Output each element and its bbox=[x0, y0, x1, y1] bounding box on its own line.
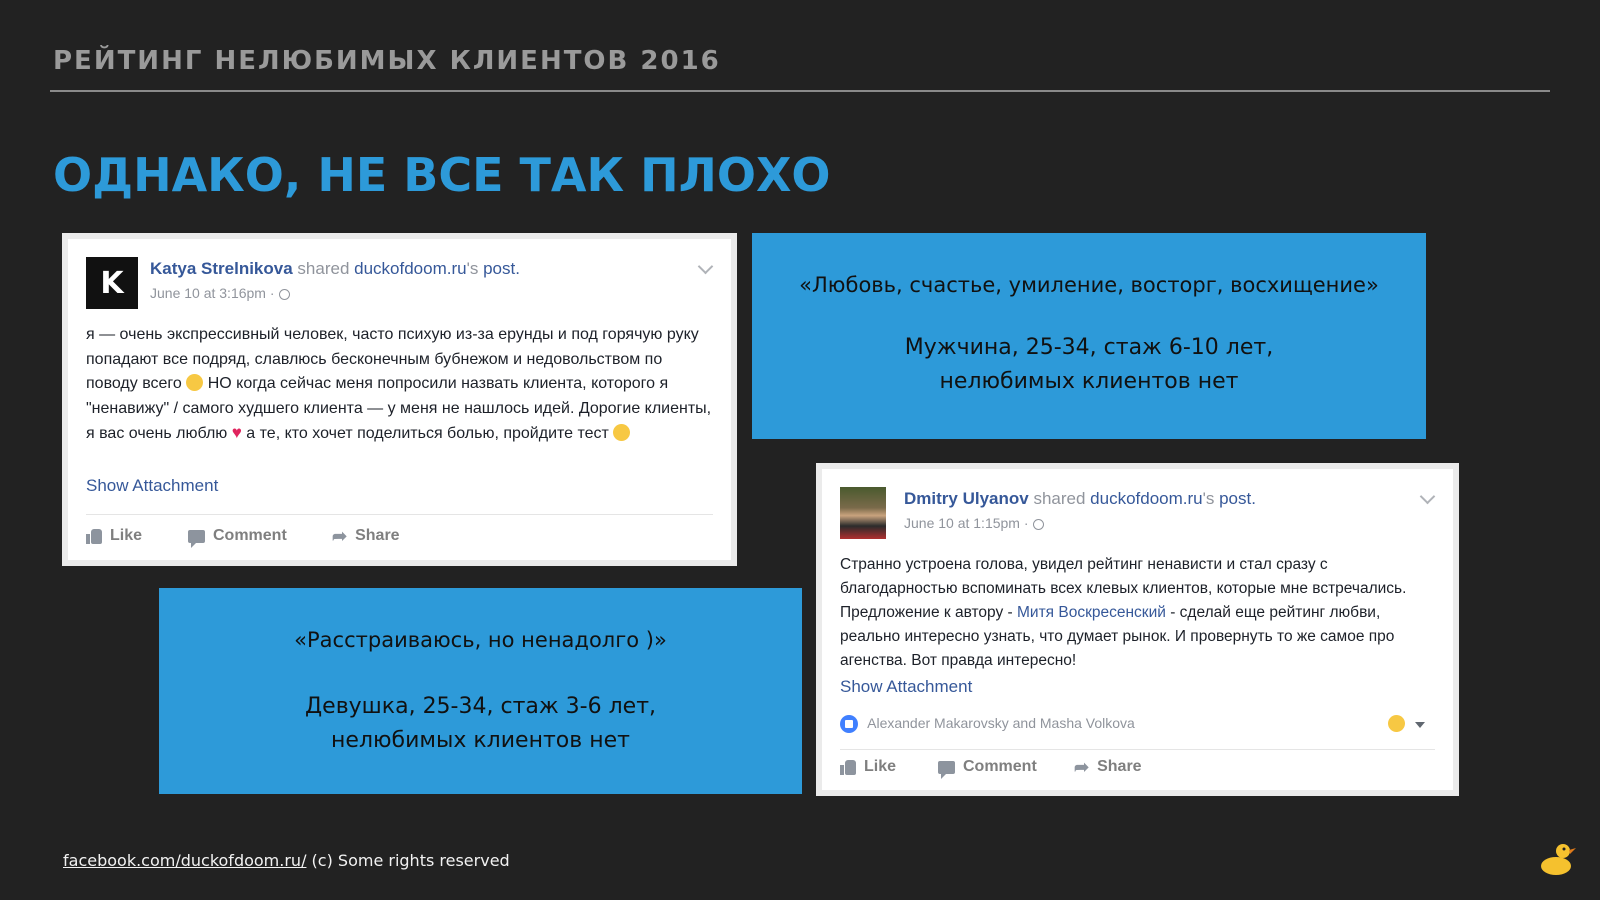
quote-meta-line1: Мужчина, 25-34, стаж 6-10 лет, bbox=[904, 335, 1274, 360]
caret-down-icon[interactable] bbox=[1415, 722, 1425, 728]
share-icon: ➦ bbox=[332, 526, 348, 546]
header-title: РЕЙТИНГ НЕЛЮБИМЫХ КЛИЕНТОВ 2016 bbox=[53, 46, 721, 76]
quote-box-male bbox=[752, 233, 1426, 439]
quote-text: «Любовь, счастье, умиление, восторг, восхищение» bbox=[799, 273, 1379, 297]
react-emoji-icon[interactable] bbox=[1388, 715, 1405, 732]
post-date[interactable]: June 10 at 3:16pm · bbox=[150, 285, 275, 301]
share-button[interactable] bbox=[1074, 758, 1142, 776]
header-divider bbox=[50, 90, 1550, 92]
reactions-bar bbox=[840, 715, 1435, 739]
like-reaction-icon bbox=[840, 715, 858, 733]
shared-word: shared bbox=[297, 259, 350, 278]
post-date[interactable]: June 10 at 1:15pm · bbox=[904, 515, 1029, 531]
thumbs-up-icon bbox=[86, 529, 102, 544]
quote-meta-line1: Девушка, 25-34, стаж 3-6 лет, bbox=[304, 694, 657, 719]
comment-label: Comment bbox=[213, 527, 287, 544]
site-link[interactable]: duckofdoom.ru bbox=[1090, 489, 1203, 508]
post-actions bbox=[86, 527, 713, 553]
show-attachment-link[interactable]: Show Attachment bbox=[86, 476, 219, 495]
share-icon: ➦ bbox=[1074, 757, 1090, 777]
post-actions bbox=[840, 758, 1435, 784]
slide-title: ОДНАКО, НЕ ВСЕ ТАК ПЛОХО bbox=[53, 148, 831, 202]
quote-meta-line2: нелюбимых клиентов нет bbox=[331, 728, 630, 753]
quote-meta bbox=[159, 690, 802, 758]
chevron-down-icon[interactable] bbox=[1420, 489, 1436, 505]
quote-meta-line2: нелюбимых клиентов нет bbox=[939, 369, 1239, 394]
post-card-katya bbox=[62, 233, 737, 566]
thumbs-up-icon bbox=[840, 760, 856, 775]
reactions-names[interactable]: Alexander Makarovsky and Masha Volkova bbox=[867, 715, 1135, 731]
post-timestamp bbox=[150, 285, 683, 301]
share-button[interactable] bbox=[332, 527, 400, 545]
post-card-dmitry bbox=[816, 463, 1459, 796]
gear-icon bbox=[279, 289, 290, 300]
author-name[interactable]: Dmitry Ulyanov bbox=[904, 489, 1029, 508]
comment-button[interactable] bbox=[938, 758, 1037, 776]
duck-logo-icon bbox=[1536, 838, 1576, 878]
post-divider bbox=[86, 514, 713, 515]
post-meta bbox=[150, 259, 683, 301]
quote-text: «Расстраиваюсь, но ненадолго )» bbox=[294, 628, 667, 652]
like-button[interactable] bbox=[86, 527, 142, 545]
post-text-part1: Странно устроена голова, увидел рейтинг ненависти и стал сразу с благодарностью вспоминать всех клевых клиентов, которые мне встречались. Предложение к автору - bbox=[840, 556, 1407, 621]
like-button[interactable] bbox=[840, 758, 896, 776]
post-byline bbox=[904, 489, 1405, 509]
comment-icon bbox=[938, 761, 955, 774]
site-link[interactable]: duckofdoom.ru bbox=[354, 259, 467, 278]
quote-meta bbox=[752, 331, 1426, 399]
avatar[interactable]: K bbox=[86, 257, 138, 309]
post-text-part3: а те, кто хочет поделиться болью, пройдите тест bbox=[246, 425, 609, 442]
comment-icon bbox=[188, 530, 205, 543]
footer-rights: (c) Some rights reserved bbox=[311, 851, 510, 870]
avatar[interactable] bbox=[840, 487, 886, 539]
post-meta bbox=[904, 489, 1405, 531]
like-label: Like bbox=[864, 758, 897, 775]
share-label: Share bbox=[355, 527, 400, 544]
post-text-part2: - сделай еще рейтинг любви, реально интересно узнать, что думает рынок. И провернуть то же самое про агенства. Вот правда интересно! bbox=[840, 604, 1395, 669]
chevron-down-icon[interactable] bbox=[698, 259, 714, 275]
post-byline bbox=[150, 259, 683, 279]
post-header bbox=[840, 487, 1435, 543]
mention-link[interactable]: Митя Воскресенский bbox=[1017, 604, 1166, 621]
possessive: 's bbox=[466, 259, 479, 278]
post-header bbox=[86, 257, 713, 313]
quote-box-female bbox=[159, 588, 802, 794]
author-name[interactable]: Katya Strelnikova bbox=[150, 259, 293, 278]
share-label: Share bbox=[1097, 758, 1142, 775]
globe-icon bbox=[1033, 519, 1044, 530]
post-body bbox=[86, 323, 713, 447]
post-text-part1: я — очень экспрессивный человек, часто психую из-за ерунды и под горячую руку попадают все подряд, славлюсь бесконечным бубнежом и недовольством по поводу всего bbox=[86, 326, 699, 392]
footer bbox=[63, 851, 510, 870]
post-link[interactable]: post. bbox=[483, 259, 520, 278]
post-link[interactable]: post. bbox=[1219, 489, 1256, 508]
frown-emoji-icon bbox=[186, 374, 203, 391]
show-attachment-link[interactable]: Show Attachment bbox=[840, 677, 973, 696]
post-body bbox=[840, 553, 1435, 673]
like-label: Like bbox=[110, 527, 143, 544]
comment-button[interactable] bbox=[188, 527, 287, 545]
post-timestamp bbox=[904, 515, 1405, 531]
smile-emoji-icon bbox=[613, 424, 630, 441]
comment-label: Comment bbox=[963, 758, 1037, 775]
possessive: 's bbox=[1202, 489, 1215, 508]
footer-link[interactable]: facebook.com/duckofdoom.ru/ bbox=[63, 851, 307, 870]
heart-icon: ♥ bbox=[231, 423, 242, 442]
post-divider bbox=[840, 749, 1435, 750]
shared-word: shared bbox=[1033, 489, 1086, 508]
post-text-part2: НО когда сейчас меня попросили назвать клиента, которого я "ненавижу" / самого худшего клиента — у меня не нашлось идей. Дорогие клиенты, я вас очень люблю bbox=[86, 375, 712, 442]
